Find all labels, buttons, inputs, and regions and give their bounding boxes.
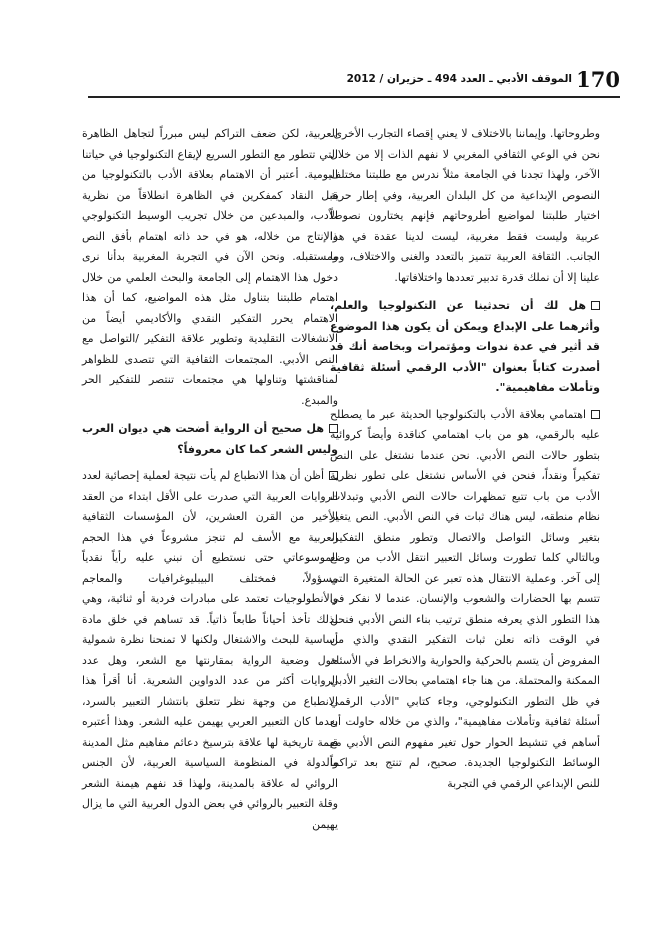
question-text: هل صحيح أن الرواية أضحت هي ديوان العرب وليس الشعر كما كان معروفاً؟ <box>82 422 338 456</box>
answer-marker-icon <box>591 410 600 419</box>
right-column <box>330 124 600 794</box>
interview-question <box>82 419 338 460</box>
answer-text: أظن أن هذا الانطباع لم يأت نتيجة لعملية إحصائية لعدد الروايات العربية التي صدرت على الأقل ابتداء من العقد الأخير من القرن العشرين، لأن المؤسسات الثقافية العربية مع الأسف لم تنجز مشروعاً في هذا الحجم الموسوعاتي حتى نستطيع أن نبني عليه رأياً نقدياً مسؤولاً، فمختلف البيبليوغرافيات والمعاجم والأنطولوجيات تعتمد على مبادرات فردية أو ثنائية، وهي لذلك تأخذ أحياناً طابعاً ذاتياً. قد تساهم في خلق مادة أساسية للبحث والاشتغال ولكنها لا تمنحنا نظرة شمولية حول وضعية الرواية بمقارنتها مع الشعر، وهل عدد الروايات أكثر من عدد الدواوين الشعرية. أنا أقرأ هذا الانطباع من وجهة نظر تتعلق بانتشار التعبير بالسرد، بعدما كان التعبير العربي يهيمن عليه الشعر. وهذا أعتبره قيمة تاريخية لها علاقة بترسيخ دعائم مفاهيم مثل المدينة والدولة في المنظومة السياسية العربية، لأن الجنس الروائي له علاقة بالمدينة، ولهذا قد نفهم هيمنة الشعر وقلة التعبير بالروائي في بعض الدول العربية التي ما يزال يهيمن <box>81 469 338 831</box>
header-rule <box>88 96 620 98</box>
answer-text: اهتمامي بعلاقة الأدب بالتكنولوجيا الحديثة عبر ما يصطلح عليه بالرقمي، هو من باب اهتمامي كناقدة وأيضاً كروائية بتطور حالات النص الأدبي. نحن عندما نشتغل على النص تفكيراً ونقداً، فنحن في الأساس نشتغل على تطور نظرية الأدب من باب تتبع تمظهرات حالات النص الأدبي وتبدلات نظام منطقه، ليس هناك ثبات في النص الأدبي. النص يتغير بتغير وسائل التواصل والاتصال وتطور منطق التفكير، وبالتالي كلما تطورت وسائل التعبير انتقل الأدب من وضع إلى آخر. وعملية الانتقال هذه تعبر عن الحالة المتغيرة التي تتسم بها الحضارات والشعوب والإنسان. عندما لا نفكر في هذا التطور الذي يعرفه منطق ترتيب بناء النص الأدبي فنحن في الوقت ذاته نعلن ثبات التفكير النقدي والذي من المفروض أن يتسم بالحركية والحوارية والانخراط في الأسئلة الممكنة والمحتملة. من هنا جاء اهتمامي بحالات التغير الأدبي في ظل التطور التكنولوجي، وجاء كتابي "الأدب الرقمي أسئلة ثقافية وتأملات مفاهيمية"، والذي من خلاله حاولت أن أساهم في تنشيط الحوار حول تغير مفهوم النص الأدبي مع الوسائط التكنولوجيا الجديدة. صحيح، لم تنتج بعد تراكماً للنص الإبداعي الرقمي في التجربة <box>330 407 600 790</box>
answer-marker-icon <box>329 471 338 480</box>
answer-paragraph <box>82 466 338 835</box>
question-text: هل لك أن تحدثينا عن التكنولوجيا والعلم، وأثرهما على الإبداع ويمكن أن يكون هذا الموضوع قد أثير في عدة ندوات ومؤتمرات وبخاصة أنك قد أصدرت كتاباً بعنوان "الأدب الرقمي أسئلة ثقافية وتأملات مفاهيمية". <box>330 299 600 394</box>
paragraph-text: وطروحاتها. وإيماننا بالاختلاف لا يعني إقصاء التجارب الأخرى. نحن في الوعي الثقافي المغربي لا نفهم الذات إلا من خلال الآخر، ولهذا تجدنا في الجامعة مثلاً ندرس مع طلبتنا مختلف النصوص الإبداعية من كل البلدان العربية، وفي إطار حرية اختيار طلبتنا لمواضيع أطروحاتهم فإنهم يختارون نصوصاً عربية وليست فقط مغربية، ليست لدينا عقدة في هذا الجانب. الثقافة العربية تتميز بالتعدد والغنى والاختلاف، وما علينا إلا أن نملك قدرة تدبير تعددها واختلافاتها. <box>330 127 600 284</box>
running-head: الموقف الأدبي ـ العدد 494 ـ حزيران / 2012 <box>346 73 572 85</box>
paragraph-text: العربية، لكن ضعف التراكم ليس مبرراً لتجاهل الظاهرة التي تتطور مع التطور السريع لإيقاع التكنولوجيا في حياتنا اليومية. أعتبر أن الاهتمام بعلاقة الأدب بالتكنولوجيا من قبل النقاد كمفكرين في الظاهرة انطلاقاً من نظرية الأدب، والمبدعين من خلال تجريب الوسيط التكنولوجي والإنتاج من خلاله، هو في حد ذاته اهتمام بأفق النص ومستقبله. ونحن الآن في التجربة المغربية بدأنا نرى دخول هذا الاهتمام إلى الجامعة والبحث العلمي من خلال اهتمام طلبتنا بتناول مثل هذه المواضيع، كما أن هذا الاهتمام يحرر التفكير النقدي والأكاديمي أيضاً من الانشغالات التقليدية وتطوير علاقة التفكير /التواصل مع النص الأدبي. المجتمعات الثقافية التي تتصدى للظواهر لمناقشتها وتناولها هي مجتمعات تنتصر للتفكير الحر والمبدع. <box>82 127 338 407</box>
page-header <box>88 66 620 98</box>
answer-paragraph <box>330 405 600 795</box>
interview-question <box>330 296 600 399</box>
left-column <box>82 124 338 835</box>
paragraph <box>82 124 338 411</box>
question-marker-icon <box>591 301 600 310</box>
paragraph <box>330 124 600 288</box>
page-number: 170 <box>576 67 620 92</box>
question-marker-icon <box>329 424 338 433</box>
